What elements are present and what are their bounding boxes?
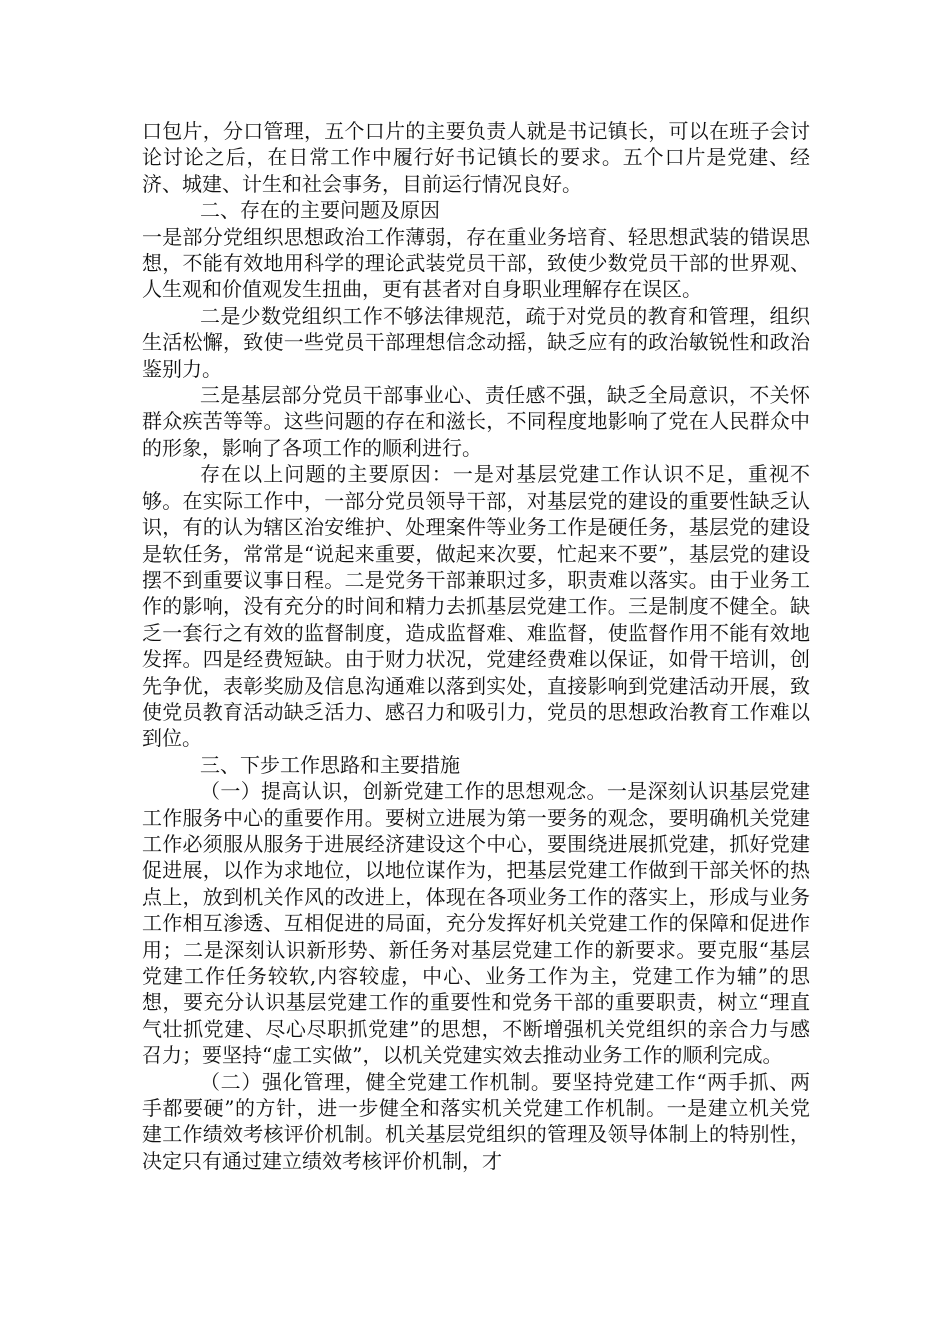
document-page [142, 118, 810, 1174]
section-heading-measures: 三、下步工作思路和主要措施 [200, 752, 460, 777]
section-heading-problems: 二、存在的主要问题及原因 [200, 198, 440, 223]
paragraph-1: 口包片，分口管理，五个口片的主要负责人就是书记镇长，可以在班子会讨论讨论之后，在日常工作中履行好书记镇长的要求。五个口片是党建、经济、城建、计生和社会事务，目前运行情况良好。 [142, 119, 810, 196]
paragraph-4: 二是少数党组织工作不够法律规范，疏于对党员的教育和管理，组织生活松懈，致使一些党员干部理想信念动摇，缺乏应有的政治敏锐性和政治鉴别力。 [142, 303, 810, 381]
paragraph-6: 存在以上问题的主要原因：一是对基层党建工作认识不足，重视不够。在实际工作中，一部分党员领导干部，对基层党的建设的重要性缺乏认识，有的认为辖区治安维护、处理案件等业务工作是硬任务，基层党的建设是软任务，常常是“说起来重要，做起来次要，忙起来不要”，基层党的建设摆不到重要议事日程。二是党务干部兼职过多，职责难以落实。由于业务工作的影响，没有充分的时间和精力去抓基层党建工作。三是制度不健全。缺乏一套行之有效的监督制度，造成监督难、难监督，使监督作用不能有效地发挥。四是经费短缺。由于财力状况，党建经费难以保证，如骨干培训，创先争优，表彰奖励及信息沟通难以落到实处，直接影响到党建活动开展，致使党员教育活动缺乏活力、感召力和吸引力，党员的思想政治教育工作难以到位。 [142, 462, 810, 751]
paragraph-3: 一是部分党组织思想政治工作薄弱，存在重业务培育、轻思想武装的错误思想，不能有效地用科学的理论武装党员干部，致使少数党员干部的世界观、人生观和价值观发生扭曲，更有甚者对自身职业理解存在误区。 [142, 224, 810, 302]
paragraph-9: （二）强化管理，健全党建工作机制。要坚持党建工作“两手抓、两手都要硬”的方针，进一步健全和落实机关党建工作机制。一是建立机关党建工作绩效考核评价机制。机关基层党组织的管理及领导体制上的特别性，决定只有通过建立绩效考核评价机制，才 [142, 1069, 810, 1173]
paragraph-8: （一）提高认识，创新党建工作的思想观念。一是深刻认识基层党建工作服务中心的重要作用。要树立进展为第一要务的观念，要明确机关党建工作必须服从服务于进展经济建设这个中心，要围绕进展抓党建，抓好党建促进展，以作为求地位，以地位谋作为，把基层党建工作做到干部关怀的热点上，放到机关作风的改进上，体现在各项业务工作的落实上，形成与业务工作相互渗透、互相促进的局面，充分发挥好机关党建工作的保障和促进作用；二是深刻认识新形势、新任务对基层党建工作的新要求。要克服“基层党建工作任务较软,内容较虚，中心、业务工作为主，党建工作为辅”的思想，要充分认识基层党建工作的重要性和党务干部的重要职责，树立“理直气壮抓党建、尽心尽职抓党建”的思想，不断增强机关党组织的亲合力与感召力；要坚持“虚工实做”，以机关党建实效去推动业务工作的顺利完成。 [142, 779, 810, 1068]
paragraph-5: 三是基层部分党员干部事业心、责任感不强，缺乏全局意识，不关怀群众疾苦等等。这些问题的存在和滋长，不同程度地影响了党在人民群众中的形象，影响了各项工作的顺利进行。 [142, 383, 810, 460]
